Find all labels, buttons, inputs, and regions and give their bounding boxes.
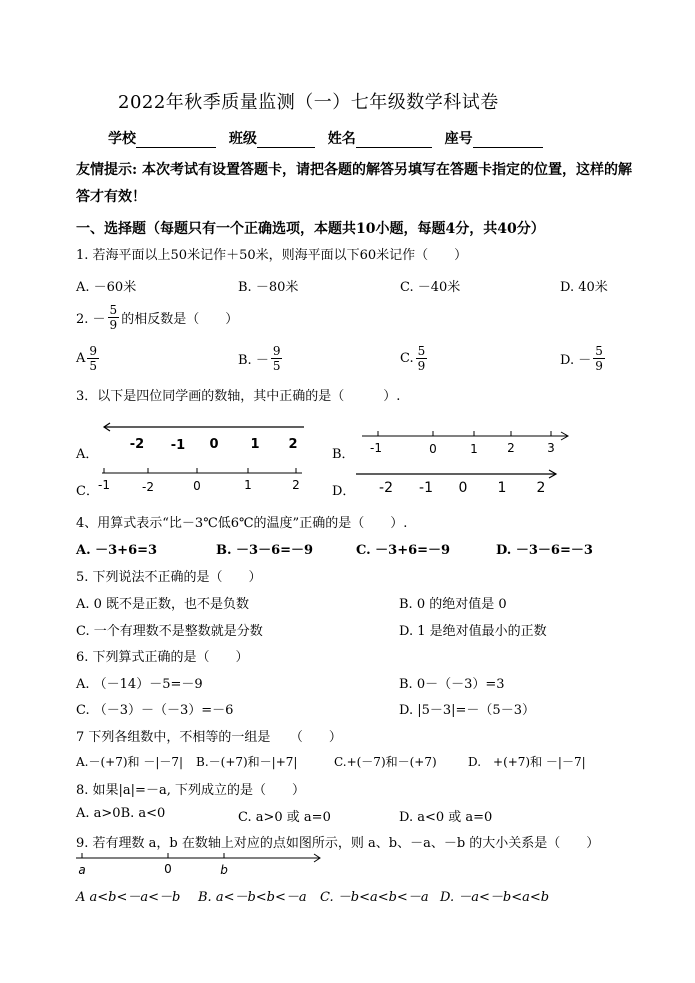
q2-a-num: 9 <box>89 344 98 358</box>
q2-b-frac <box>271 344 283 373</box>
q2-d-num: 5 <box>595 344 603 358</box>
question-2-stem <box>76 303 238 332</box>
section-heading: 一、选择题（每题只有一个正确选项，本题共10小题，每题4分，共40分） <box>76 221 545 237</box>
axis-d-tick-label: -2 <box>379 480 393 496</box>
q3-option-b-label: B． <box>332 447 355 462</box>
q8-option-c: C. a>0 或 a=0 <box>238 810 331 825</box>
axis-a-tick-label: 1 <box>250 437 260 452</box>
question-5-stem: 5. 下列说法不正确的是（ ） <box>76 570 262 585</box>
q2-tail: 的相反数是（ ） <box>121 312 239 327</box>
axis-c-tick-label: 0 <box>193 479 201 493</box>
exam-tip: 友情提示: 本次考试有设置答题卡，请把各题的解答另填写在答题卡指定的位置，这样的解答才有效！ <box>76 162 633 205</box>
question-4-stem: 4、用算式表示“比－3℃低6℃的温度”正确的是（ ）. <box>76 516 408 531</box>
q7-option-b: B.－(+7)和－|+7| <box>196 755 298 769</box>
q5-option-b: B. 0 的绝对值是 0 <box>399 597 507 612</box>
q9-option-a: A a<b<－a<－b <box>76 890 181 905</box>
q6-option-d: D. |5－3|=－（5－3） <box>399 703 535 718</box>
class-blank <box>257 133 315 148</box>
q4-option-b: B. －3－6=－9 <box>216 543 314 558</box>
q2-a-frac <box>87 344 99 373</box>
q2-b-den: 5 <box>272 359 281 373</box>
axis-a-tick-label: 0 <box>209 437 219 452</box>
axis-c-tick-label: -2 <box>142 480 154 494</box>
q3-option-c-label: C． <box>76 484 99 499</box>
axis-c-tick-label: -1 <box>98 478 110 492</box>
q4-option-a: A. －3+6=3 <box>76 543 158 558</box>
q3-axis-c <box>98 466 308 494</box>
q9-number-line <box>74 852 324 880</box>
q2-prefix: 2. － <box>76 312 106 327</box>
q9-label-b: b <box>220 863 228 877</box>
seat-label: 座号 <box>444 131 473 147</box>
name-blank <box>356 133 432 148</box>
q4-option-c: C. －3+6=－9 <box>356 543 451 558</box>
q2-option-b <box>238 344 284 373</box>
q9-option-b: B. a<－b<b<－a <box>198 890 307 905</box>
q6-option-a: A. （－14）－5=－9 <box>76 677 203 692</box>
q1-option-b: B. －80米 <box>238 280 299 295</box>
q2-option-d <box>560 344 607 373</box>
q6-option-b: B. 0－（－3）=3 <box>399 677 505 692</box>
name-label: 姓名 <box>327 131 356 147</box>
q1-option-d: D. 40米 <box>560 280 608 295</box>
axis-b-tick-label: 3 <box>547 441 555 455</box>
q2-frac-den: 9 <box>109 318 118 332</box>
q3-option-a-label: A． <box>76 447 99 462</box>
axis-c-tick-label: 2 <box>292 478 300 492</box>
axis-d-tick-label: -1 <box>419 480 433 496</box>
q9-option-d: D. －a<－b<a<b <box>440 890 550 905</box>
q2-c-num: 5 <box>417 344 426 358</box>
q3-axis-b <box>358 428 573 458</box>
q2-c-frac <box>416 344 428 373</box>
q9-label-a: a <box>78 863 86 877</box>
q3-axis-d <box>354 466 559 496</box>
q8-option-d: D. a<0 或 a=0 <box>399 810 493 825</box>
q1-option-a: A. －60米 <box>76 280 137 295</box>
q2-a-label: A <box>76 351 86 366</box>
q2-fraction <box>108 303 120 332</box>
q5-option-d: D. 1 是绝对值最小的正数 <box>399 624 547 639</box>
q3-axis-a <box>100 418 310 458</box>
q7-option-a: A.－(+7)和 －|－7| <box>76 755 184 769</box>
q2-option-c <box>400 344 429 373</box>
question-6-stem: 6. 下列算式正确的是（ ） <box>76 650 249 665</box>
q2-d-den: 9 <box>595 359 603 373</box>
q2-c-label: C. <box>400 351 414 366</box>
axis-b-tick-label: 1 <box>470 442 478 456</box>
question-3-stem: 3．以下是四位同学画的数轴，其中正确的是（ ）. <box>76 389 401 404</box>
q5-option-c: C. 一个有理数不是整数就是分数 <box>76 624 263 639</box>
page-title: 2022年秋季质量监测（一）七年级数学科试卷 <box>118 92 499 113</box>
school-blank <box>136 133 216 148</box>
axis-a-tick-label: 2 <box>288 437 298 452</box>
q5-option-a: A. 0 既不是正数，也不是负数 <box>76 597 250 612</box>
axis-d-tick-label: 1 <box>497 480 507 496</box>
school-label: 学校 <box>108 131 136 147</box>
q1-option-c: C. －40米 <box>400 280 461 295</box>
student-info-line <box>108 128 551 148</box>
q7-option-d: D. +(+7)和 －|－7| <box>468 755 586 769</box>
class-label: 班级 <box>228 131 257 147</box>
axis-d-tick-label: 2 <box>536 480 546 496</box>
q2-frac-num: 5 <box>109 303 118 317</box>
axis-a-tick-label: -2 <box>129 437 145 452</box>
question-9-stem: 9. 若有理数 a，b 在数轴上对应的点如图所示，则 a、b、－a、－b 的大小关系是（ ） <box>76 836 600 851</box>
q2-c-den: 9 <box>417 359 426 373</box>
axis-a-tick-label: -1 <box>170 438 186 453</box>
q2-a-den: 5 <box>89 359 98 373</box>
axis-b-tick-label: -1 <box>370 441 382 455</box>
question-8-stem: 8. 如果|a|=－a, 下列成立的是（ ） <box>76 783 305 798</box>
axis-c-tick-label: 1 <box>244 478 252 492</box>
q9-option-c: C. －b<a<b<－a <box>320 890 429 905</box>
q6-option-c: C. （－3）－（－3）=－6 <box>76 703 234 718</box>
q2-b-num: 9 <box>272 344 281 358</box>
question-1-stem: 1. 若海平面以上50米记作＋50米，则海平面以下60米记作（ ） <box>76 248 468 263</box>
q2-option-a <box>76 344 101 373</box>
q2-d-frac <box>593 344 605 373</box>
seat-blank <box>473 133 543 148</box>
q2-b-label: B. － <box>238 353 269 368</box>
q9-label-0: 0 <box>164 862 172 876</box>
axis-d-tick-label: 0 <box>458 480 468 496</box>
axis-b-tick-label: 2 <box>507 441 515 455</box>
q2-d-label: D. － <box>560 353 592 368</box>
q3-option-d-label: D． <box>332 484 356 499</box>
q8-option-ab: A. a>0B. a<0 <box>76 806 166 821</box>
q4-option-d: D. －3－6=－3 <box>496 543 593 558</box>
axis-b-tick-label: 0 <box>429 442 437 456</box>
q7-option-c: C.+(－7)和－(+7) <box>334 755 437 769</box>
question-7-stem: 7 下列各组数中，不相等的一组是 （ ） <box>76 730 342 745</box>
